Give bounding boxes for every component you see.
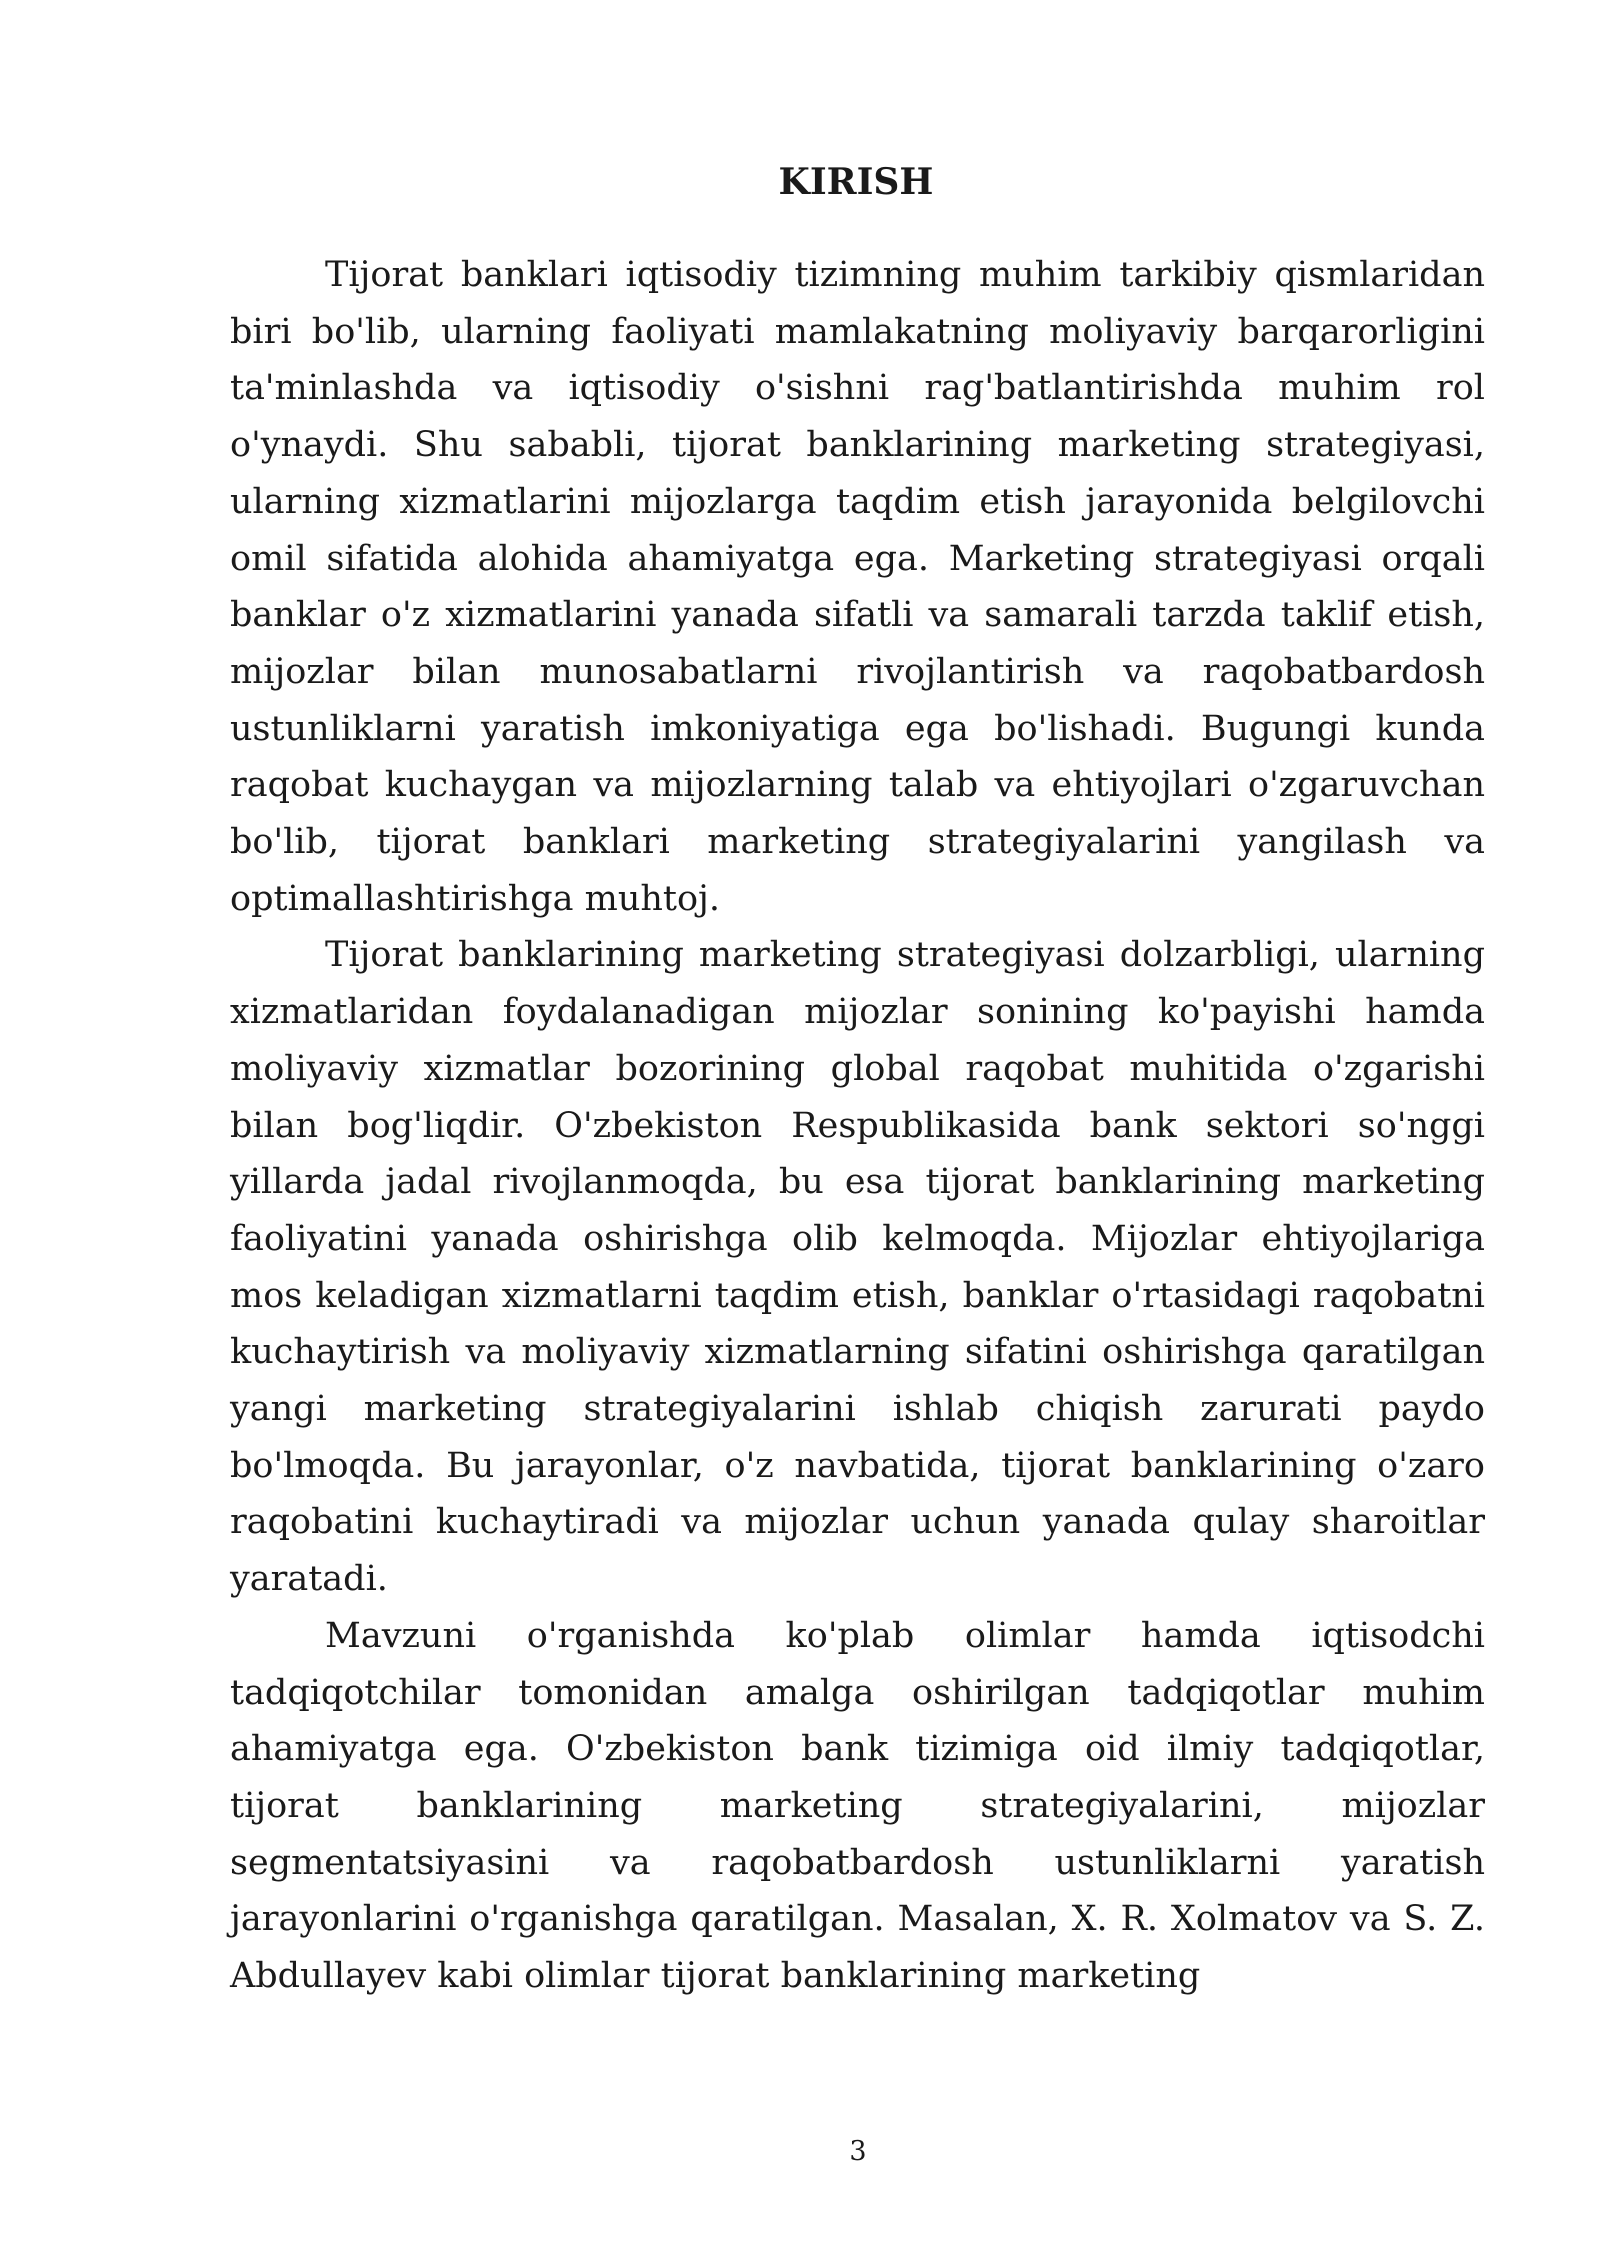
page-number: 3	[849, 2136, 867, 2167]
paragraph: Tijorat banklarining marketing strategiyasi dolzarbligi, ularning xizmatlaridan foydalanadigan mijozlar sonining ko'payishi hamda moliyaviy xizmatlar bozorining global raqobat muhitida o'zgarishi bilan bog'liqdir. O'zbekiston Respublikasida bank sektori so'nggi yillarda jadal rivojlanmoqda, bu esa tijorat banklarining marketing faoliyatini yanada oshirishga olib kelmoqda. Mijozlar ehtiyojlariga mos keladigan xizmatlarni taqdim etish, banklar o'rtasidagi raqobatni kuchaytirish va moliyaviy xizmatlarning sifatini oshirishga qaratilgan yangi marketing strategiyalarini ishlab chiqish zarurati paydo bo'lmoqda. Bu jarayonlar, o'z navbatida, tijorat banklarining o'zaro raqobatini kuchaytiradi va mijozlar uchun yanada qulay sharoitlar yaratadi.	[230, 935, 1485, 1600]
section-heading: KIRISH	[778, 161, 934, 203]
paragraph: Tijorat banklari iqtisodiy tizimning muhim tarkibiy qismlaridan biri bo'lib, ularning faoliyati mamlakatning moliyaviy barqarorligini ta'minlashda va iqtisodiy o'sishni rag'batlantirishda muhim rol o'ynaydi. Shu sababli, tijorat banklarining marketing strategiyasi, ularning xizmatlarini mijozlarga taqdim etish jarayonida belgilovchi omil sifatida alohida ahamiyatga ega. Marketing strategiyasi orqali banklar o'z xizmatlarini yanada sifatli va samarali tarzda taklif etish, mijozlar bilan munosabatlarni rivojlantirish va raqobatbardosh ustunliklarni yaratish imkoniyatiga ega bo'lishadi. Bugungi kunda raqobat kuchaygan va mijozlarning talab va ehtiyojlari o'zgaruvchan bo'lib, tijorat banklari marketing strategiyalarini yangilash va optimallashtirishga muhtoj.	[230, 255, 1485, 919]
paragraph: Mavzuni o'rganishda ko'plab olimlar hamda iqtisodchi tadqiqotchilar tomonidan amalga oshirilgan tadqiqotlar muhim ahamiyatga ega. O'zbekiston bank tizimiga oid ilmiy tadqiqotlar, tijorat banklarining marketing strategiyalarini, mijozlar segmentatsiyasini va raqobatbardosh ustunliklarni yaratish jarayonlarini o'rganishga qaratilgan. Masalan, X. R. Xolmatov va S. Z. Abdullayev kabi olimlar tijorat banklarining marketing	[230, 1615, 1485, 1997]
body-text	[230, 247, 1485, 2005]
